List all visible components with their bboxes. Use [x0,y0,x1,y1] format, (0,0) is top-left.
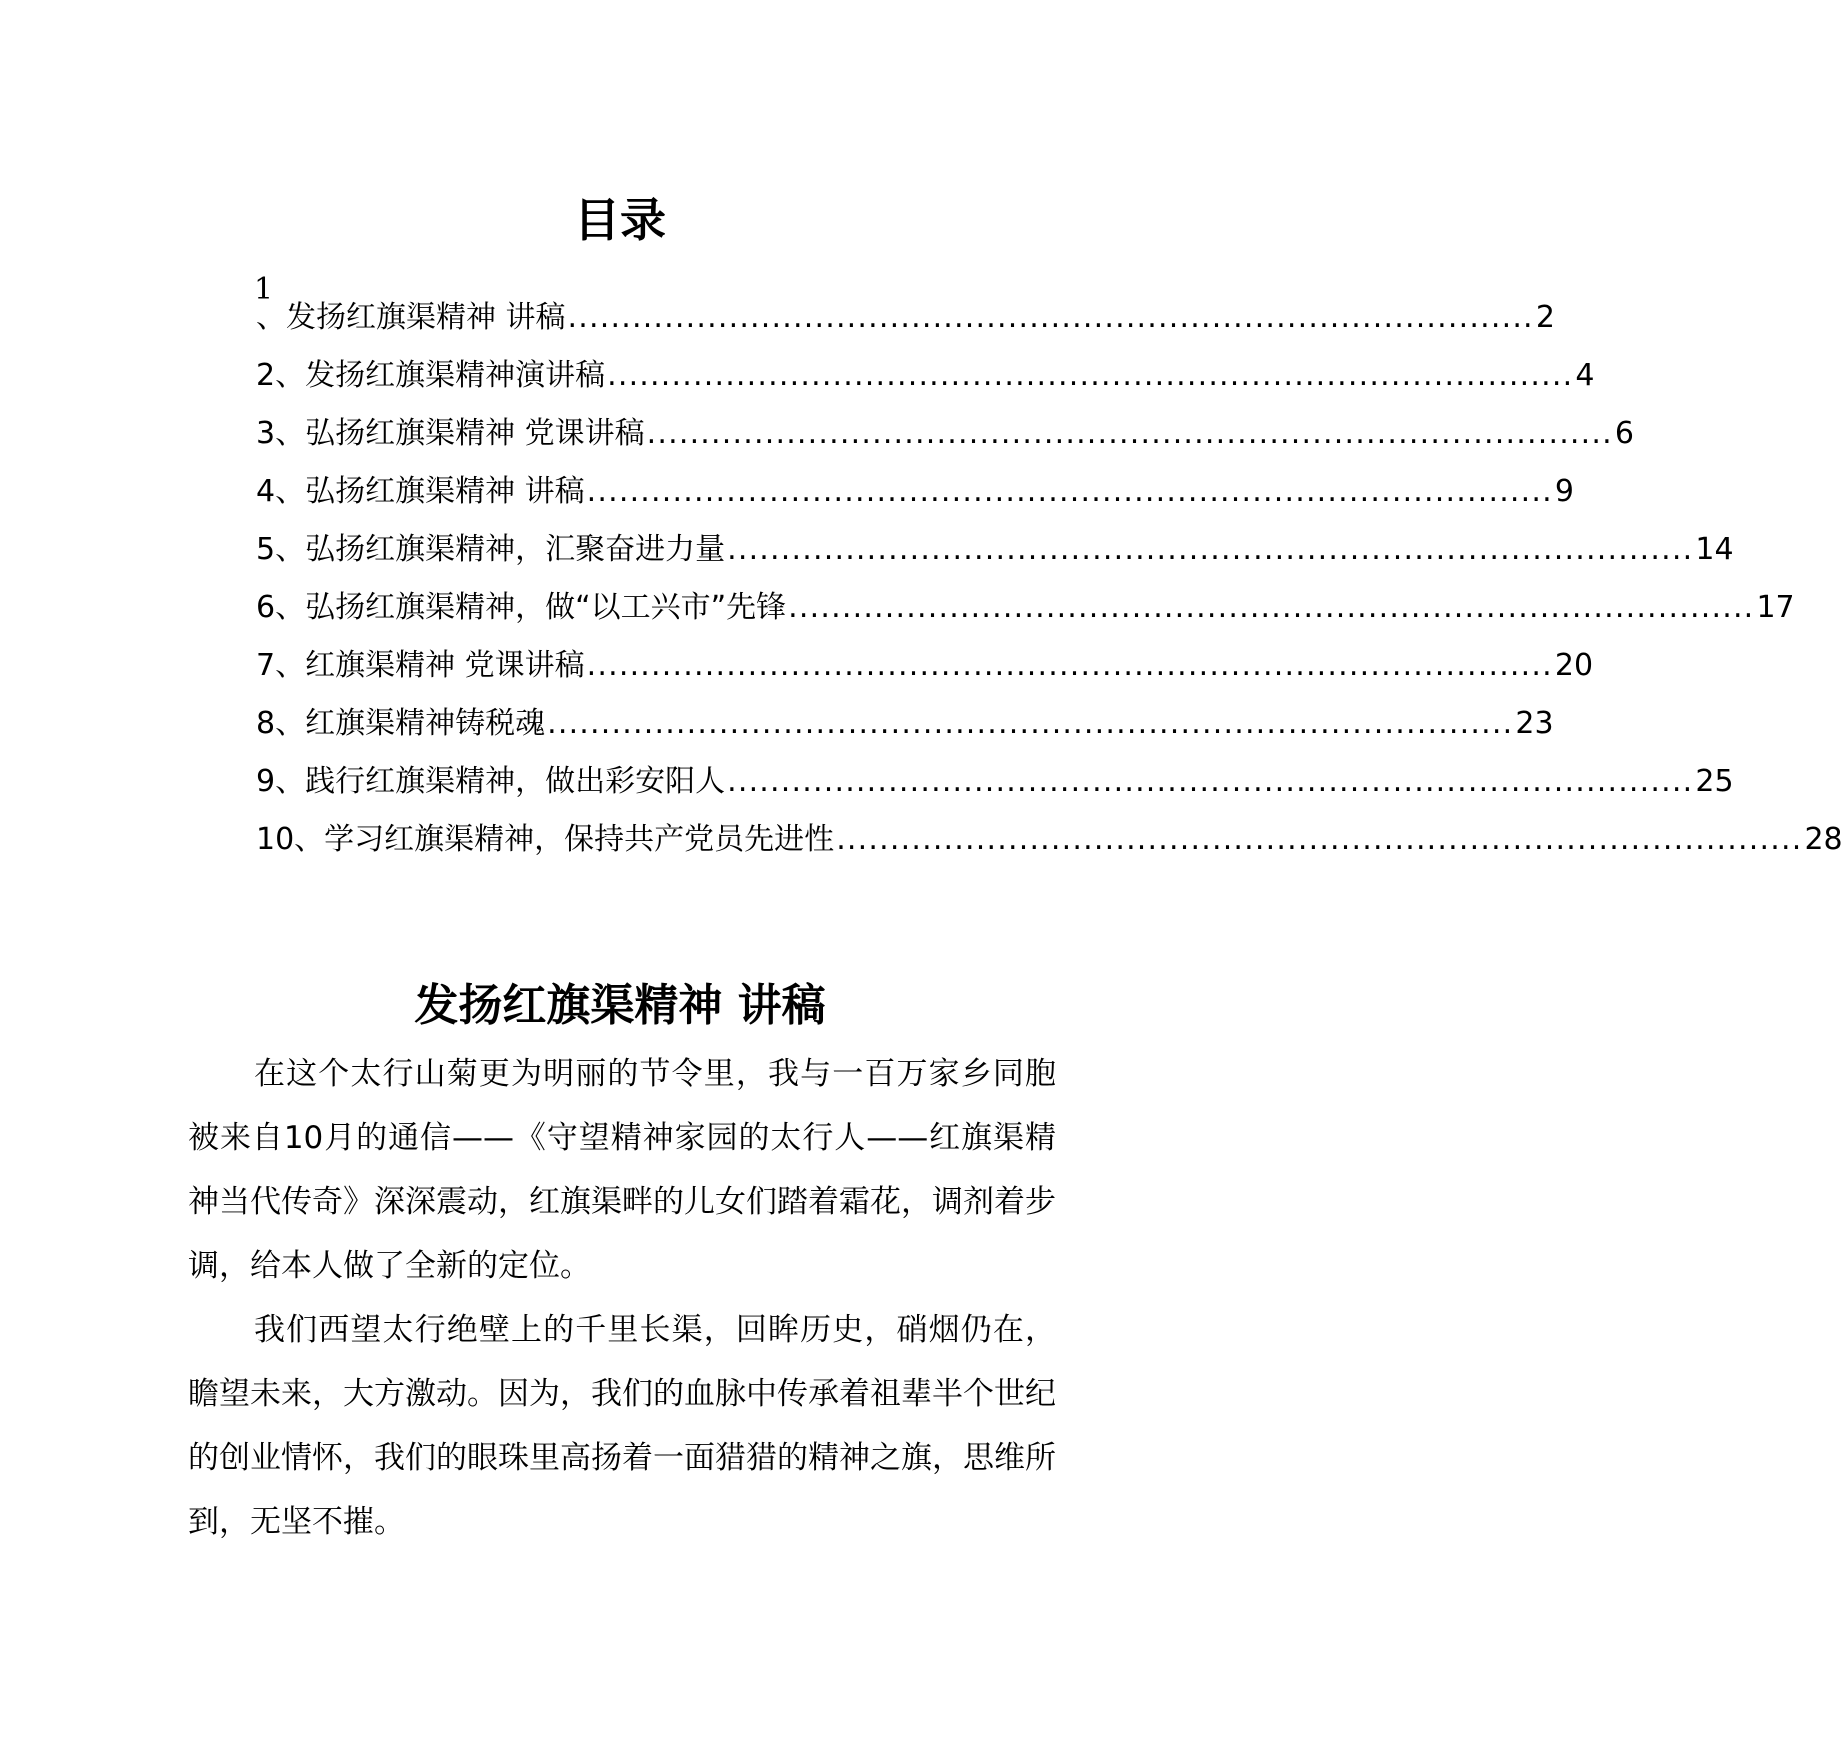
toc-dot-leader: .......................................................................................... [607,358,1574,393]
toc-entry-page: 25 [1695,764,1734,799]
toc-dot-leader: .......................................................................................... [586,474,1553,509]
toc-entry-page: 4 [1575,358,1595,393]
toc-entry-label: 7、红旗渠精神 党课讲稿 [256,648,585,683]
toc-dot-leader: .......................................................................................... [547,706,1514,741]
toc-entry-label: 10、学习红旗渠精神，保持共产党员先进性 [256,822,835,857]
toc-dot-leader: .......................................................................................... [586,648,1553,683]
toc-entry-page: 17 [1756,590,1795,625]
toc-dot-leader: .......................................................................................... [836,822,1803,857]
toc-entry-label: 6、弘扬红旗渠精神，做“以工兴市”先锋 [256,590,787,625]
toc-entry-label: 、发扬红旗渠精神 讲稿 [256,300,566,335]
toc-entry-label: 2、发扬红旗渠精神演讲稿 [256,358,606,393]
article-paragraph: 我们西望太行绝壁上的千里长渠，回眸历史，硝烟仍在，瞻望未来，大方激动。因为，我们的血脉中传承着祖辈半个世纪的创业情怀，我们的眼珠里高扬着一面猎猎的精神之旗，思维所到，无坚不摧。 [188,1312,1056,1540]
toc-entry[interactable] [256,640,1594,692]
toc-entry-label: 5、弘扬红旗渠精神，汇聚奋进力量 [256,532,726,567]
article-body [188,1042,1056,1554]
article-title: 发扬红旗渠精神 讲稿 [414,980,826,1031]
toc-dot-leader: .......................................................................................... [727,532,1694,567]
toc-entry[interactable] [256,350,1595,402]
toc-entry[interactable] [256,756,1734,808]
toc-dot-leader: .......................................................................................... [727,764,1694,799]
toc-entry[interactable] [256,524,1734,576]
toc-first-number: 1 [254,272,274,307]
toc-entry-label: 4、弘扬红旗渠精神 讲稿 [256,474,585,509]
toc-entry-label: 9、践行红旗渠精神，做出彩安阳人 [256,764,726,799]
toc-entry-page: 2 [1535,300,1555,335]
toc-dot-leader: .......................................................................................... [788,590,1755,625]
toc-entry[interactable] [256,466,1574,518]
toc-entry[interactable] [256,582,1795,634]
toc-title: 目录 [574,193,666,247]
article-paragraph: 在这个太行山菊更为明丽的节令里，我与一百万家乡同胞被来自10月的通信——《守望精神家园的太行人——红旗渠精神当代传奇》深深震动，红旗渠畔的儿女们踏着霜花，调剂着步调，给本人做了全新的定位。 [188,1056,1056,1284]
toc-entry-page: 28 [1804,822,1843,857]
toc-entry[interactable] [256,698,1554,750]
toc-entry-page: 20 [1554,648,1594,683]
toc-entry[interactable] [256,408,1634,460]
toc-entry-label: 8、红旗渠精神铸税魂 [256,706,546,741]
toc-entry[interactable] [256,292,1555,344]
toc-dot-leader: .......................................................................................... [646,416,1613,451]
toc-entry[interactable] [256,814,1843,866]
toc-entry-label: 3、弘扬红旗渠精神 党课讲稿 [256,416,645,451]
toc-entry-page: 14 [1695,532,1734,567]
toc-entry-page: 23 [1515,706,1554,741]
toc-entry-page: 9 [1554,474,1574,509]
toc-entry-page: 6 [1614,416,1634,451]
toc-dot-leader: .......................................................................................... [567,300,1534,335]
